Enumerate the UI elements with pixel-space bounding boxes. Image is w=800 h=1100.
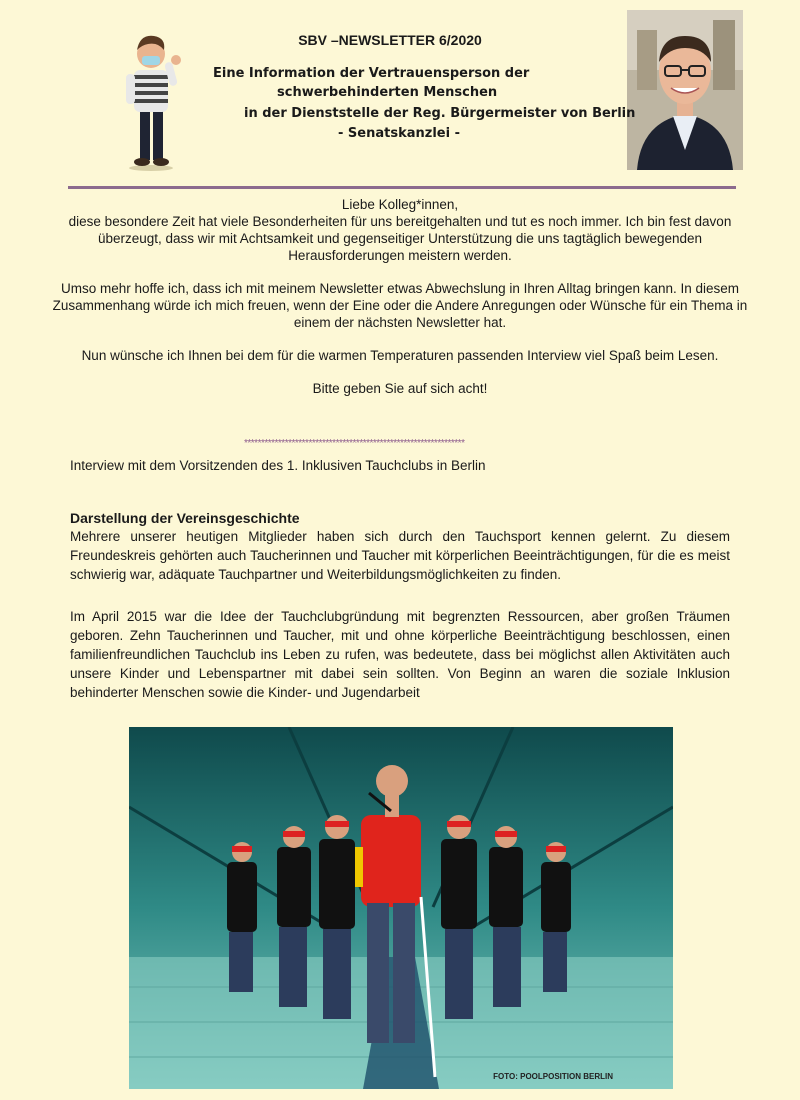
portrait-photo <box>627 10 743 170</box>
intro-paragraph-2: Umso mehr hoffe ich, dass ich mit meinem Newsletter etwas Abwechslung in Ihren Alltag bringen kann. In diesem Zusammenhang würde ich mich freuen, wenn der Eine oder die Andere Anregungen oder Wünsche für ein Thema in einem der nächsten Newsletter hat. <box>52 281 748 330</box>
section-heading: Darstellung der Vereinsgeschichte <box>70 510 300 526</box>
intro-paragraph-3: Nun wünsche ich Ihnen bei dem für die warmen Temperaturen passenden Interview viel Spaß beim Lesen. <box>81 348 719 363</box>
intro-section <box>50 196 750 413</box>
subtitle-line-3: in der Dienststelle der Reg. Bürgermeister von Berlin <box>244 106 636 121</box>
underwater-scene <box>129 727 673 1089</box>
interview-title: Interview mit dem Vorsitzenden des 1. Inklusiven Tauchclubs in Berlin <box>70 458 486 473</box>
underwater-group-photo <box>129 727 673 1089</box>
photo-credit: FOTO: POOLPOSITION BERLIN <box>493 1072 613 1081</box>
subtitle-line-2: schwerbehinderten Menschen <box>277 85 498 100</box>
mascot-illustration <box>118 30 188 172</box>
intro-paragraph-1: diese besondere Zeit hat viele Besonderheiten für uns bereitgehalten und tut es noch immer. Ich bin fest davon überzeugt, dass wir mit Achtsamkeit und gegenseitiger Unterstützung die uns tagtäglich bewegenden Herausforderungen meistern werden. <box>68 214 732 263</box>
star-separator: ***************************************************************** <box>244 438 465 449</box>
section-paragraph-2-text: Im April 2015 war die Idee der Tauchclubgründung mit begrenzten Ressourcen, aber großen Träumen geboren. Zehn Taucherinnen und Taucher, mit und ohne körperliche Beeinträchtigung beschlossen, einen familienfreundlichen Tauchclub ins Leben zu rufen, was bedeutete, dass bei möglichst allen Aktivitäten auch unsere Kinder und Lebenspartner mit dabei sein sollten. Von Beginn an waren die soziale Inklusion behinderter Menschen sowie die Kinder- und Jugendarbeit <box>70 609 730 700</box>
newsletter-title: SBV –NEWSLETTER 6/2020 <box>298 32 482 48</box>
intro-paragraph-4: Bitte geben Sie auf sich acht! <box>312 381 488 396</box>
section-paragraph-1 <box>70 527 730 584</box>
subtitle-line-4: - Senatskanzlei - <box>338 126 460 141</box>
section-paragraph-2 <box>70 607 730 702</box>
section-paragraph-1-text: Mehrere unserer heutigen Mitglieder haben sich durch den Tauchsport kennen gelernt. Zu diesem Freundeskreis gehörten auch Taucherinnen und Taucher mit körperlichen Beeinträchtigungen, für die es meist schwierig war, adäquate Tauchpartner und Weiterbildungsmöglichkeiten zu finden. <box>70 529 730 582</box>
greeting: Liebe Kolleg*innen, <box>341 197 459 212</box>
subtitle-line-1: Eine Information der Vertrauensperson der <box>213 66 530 81</box>
header-divider <box>68 186 736 189</box>
